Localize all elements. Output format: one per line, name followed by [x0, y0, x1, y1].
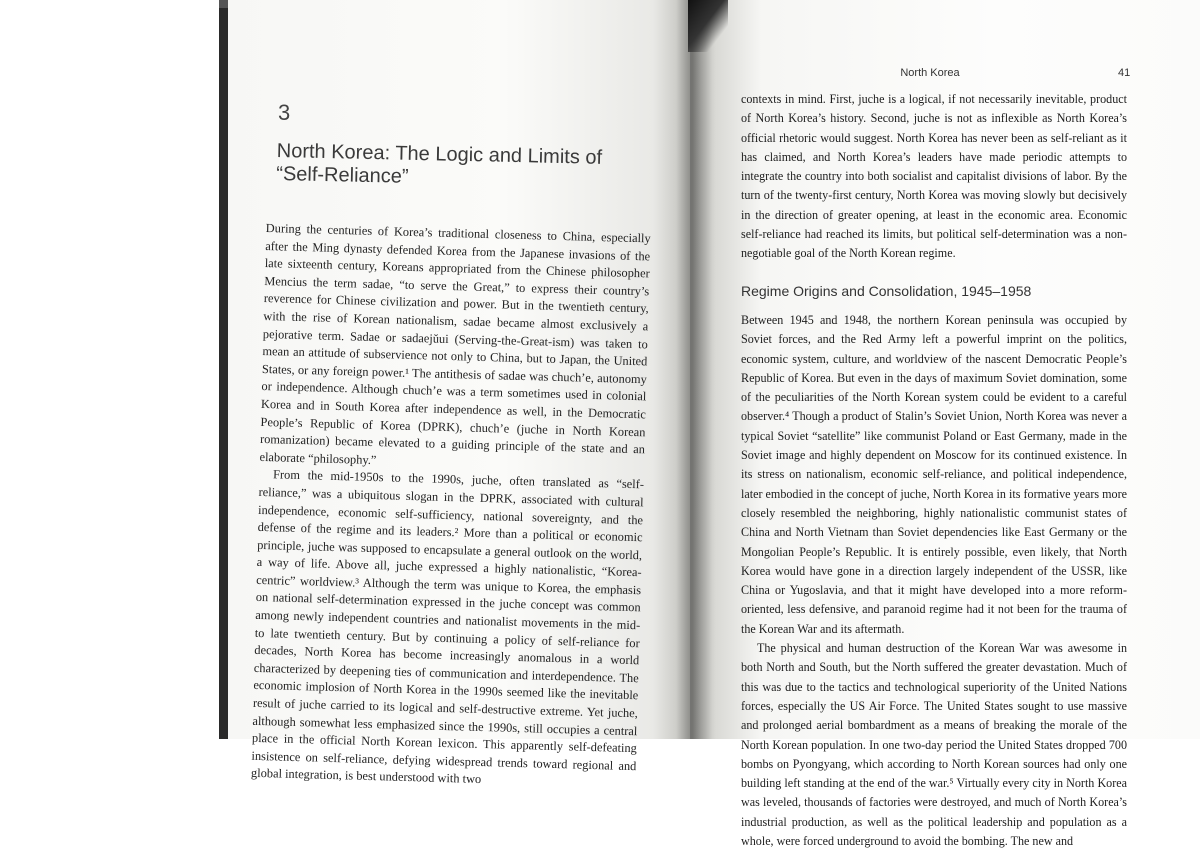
scan-background — [0, 0, 221, 739]
right-paragraph: contexts in mind. First, juche is a logical, if not necessarily inevitable, product of North Korea’s history. Second, juche is not as inflexible as North Korea’s official rhetoric would suggest. North Korea has never been as self-reliant as it has claimed, and North Korea’s leaders have made periodic attempts to integrate the country into both socialist and capitalist divisions of labor. By the turn of the twenty-first century, North Korea was moving slowly but decisively in the direction of greater opening, at least in the economic area. Economic self-reliance had reached its limits, but political self-determination was a non-negotiable goal of the North Korean regime. — [741, 92, 1127, 261]
left-paragraph: During the centuries of Korea’s traditional closeness to China, especially after the Ming dynasty defended Korea from the Japanese invasions of the late sixteenth century, Koreans appropriated from the Chinese philosopher Mencius the term sadae, “to serve the Great,” to express their country’s reverence for Chinese civilization and power. But in the twentieth century, with the rise of Korean nationalism, sadae became almost exclusively a pejorative term. Sadae or sadaejŭui (Serving-the-Great-ism) was taken to mean an attitude of subservience not only to China, but to Japan, the United States, or any foreign power.¹ The antithesis of sadae was chuch’e, autonomy or independence. Although chuch’e was a term sometimes used in colonial Korea and in South Korea after independence as well, in the Democratic People’s Republic of Korea (DPRK), chuch’e (juche in North Korean romanization) became elevated to a guiding principle of the state and an elaborate “philosophy.” — [259, 220, 651, 467]
scan-edge-bar — [219, 8, 228, 739]
right-paragraph: The physical and human destruction of the Korean War was awesome in both North and South, but the North suffered the greater devastation. Much of this was due to the tactics and technological superiority of the United Nations forces, especially the US Air Force. The United States sought to use massive and prolonged aerial bombardment as a means of breaking the morale of the North Korean population. In one two-day period the United States dropped 700 bombs on Pyongyang, which according to North Korean sources had only one building left standing at the end of the war.⁵ Virtually every city in North Korea was leveled, thousands of factories were destroyed, and much of North Korea’s industrial production, as well as the political leadership and population as a whole, were forced underground to avoid the bombing. The new and — [741, 641, 1127, 848]
chapter-number: 3 — [278, 100, 291, 125]
page-number: 41 — [1118, 67, 1131, 79]
left-paragraph: From the mid-1950s to the 1990s, juche, often translated as “self-reliance,” was a ubiquitous slogan in the DPRK, associated with cultural independence, economic self-sufficiency, national sovereignty, and the defense of the regime and its leaders.² More than a political or economic principle, juche was supposed to encapsulate a general outlook on the world, a way of life. Above all, juche expressed a highly nationalistic, “Korea-centric” worldview.³ Although the term was unique to Korea, the emphasis on national self-determination expressed in the juche concept was common among newly independent countries and nationalist movements in the mid- to late twentieth century. But by continuing a policy of self-reliance for decades, North Korea has become increasingly anomalous in a world characterized by deepening ties of communication and interdependence. The economic implosion of North Korea in the 1990s seemed like the inevitable result of juche carried to its logical and self-destructive extreme. Yet juche, although somewhat less emphasized since the 1990s, still occupies a central place in the official North Korean lexicon. This apparently self-defeating insistence on self-reliance, defying widespread trends toward regional and global integration, is best understood with two — [250, 467, 645, 787]
scan-shadow-corner — [688, 0, 728, 52]
chapter-title: North Korea: The Logic and Limits of “Self-Reliance” — [276, 140, 603, 188]
scan-edge-top — [219, 0, 228, 8]
section-heading: Regime Origins and Consolidation, 1945–1958 — [741, 282, 1032, 299]
left-page-body — [251, 220, 651, 793]
right-paragraph: Between 1945 and 1948, the northern Korean peninsula was occupied by Soviet forces, and the Red Army left a powerful imprint on the politics, economic system, culture, and worldview of the nascent Democratic People’s Republic of Korea. But even in the days of maximum Soviet domination, some of the peculiarities of the North Korean system could be evident to a careful observer.⁴ Though a product of Stalin’s Soviet Union, North Korea was never a typical Soviet “satellite” like communist Poland or East Germany, made in the Soviet image and highly dependent on Moscow for its continued existence. In its stress on nationalism, economic self-reliance, and political independence, later embodied in the concept of juche, North Korea in its formative years more closely resembled the neighboring, highly nationalistic communist states of China and North Vietnam than Soviet dependencies like East Germany or the Mongolian People’s Republic. It is entirely possible, even likely, that North Korea would have gone in a direction largely independent of the USSR, like China or Yugoslavia, and that it might have developed into a more reform-oriented, less defensive, and paranoid regime had it not been for the trauma of the Korean War and its aftermath. — [741, 312, 1127, 636]
running-head: North Korea — [900, 67, 960, 79]
right-page-body — [741, 90, 1127, 851]
book-gutter — [676, 0, 712, 739]
